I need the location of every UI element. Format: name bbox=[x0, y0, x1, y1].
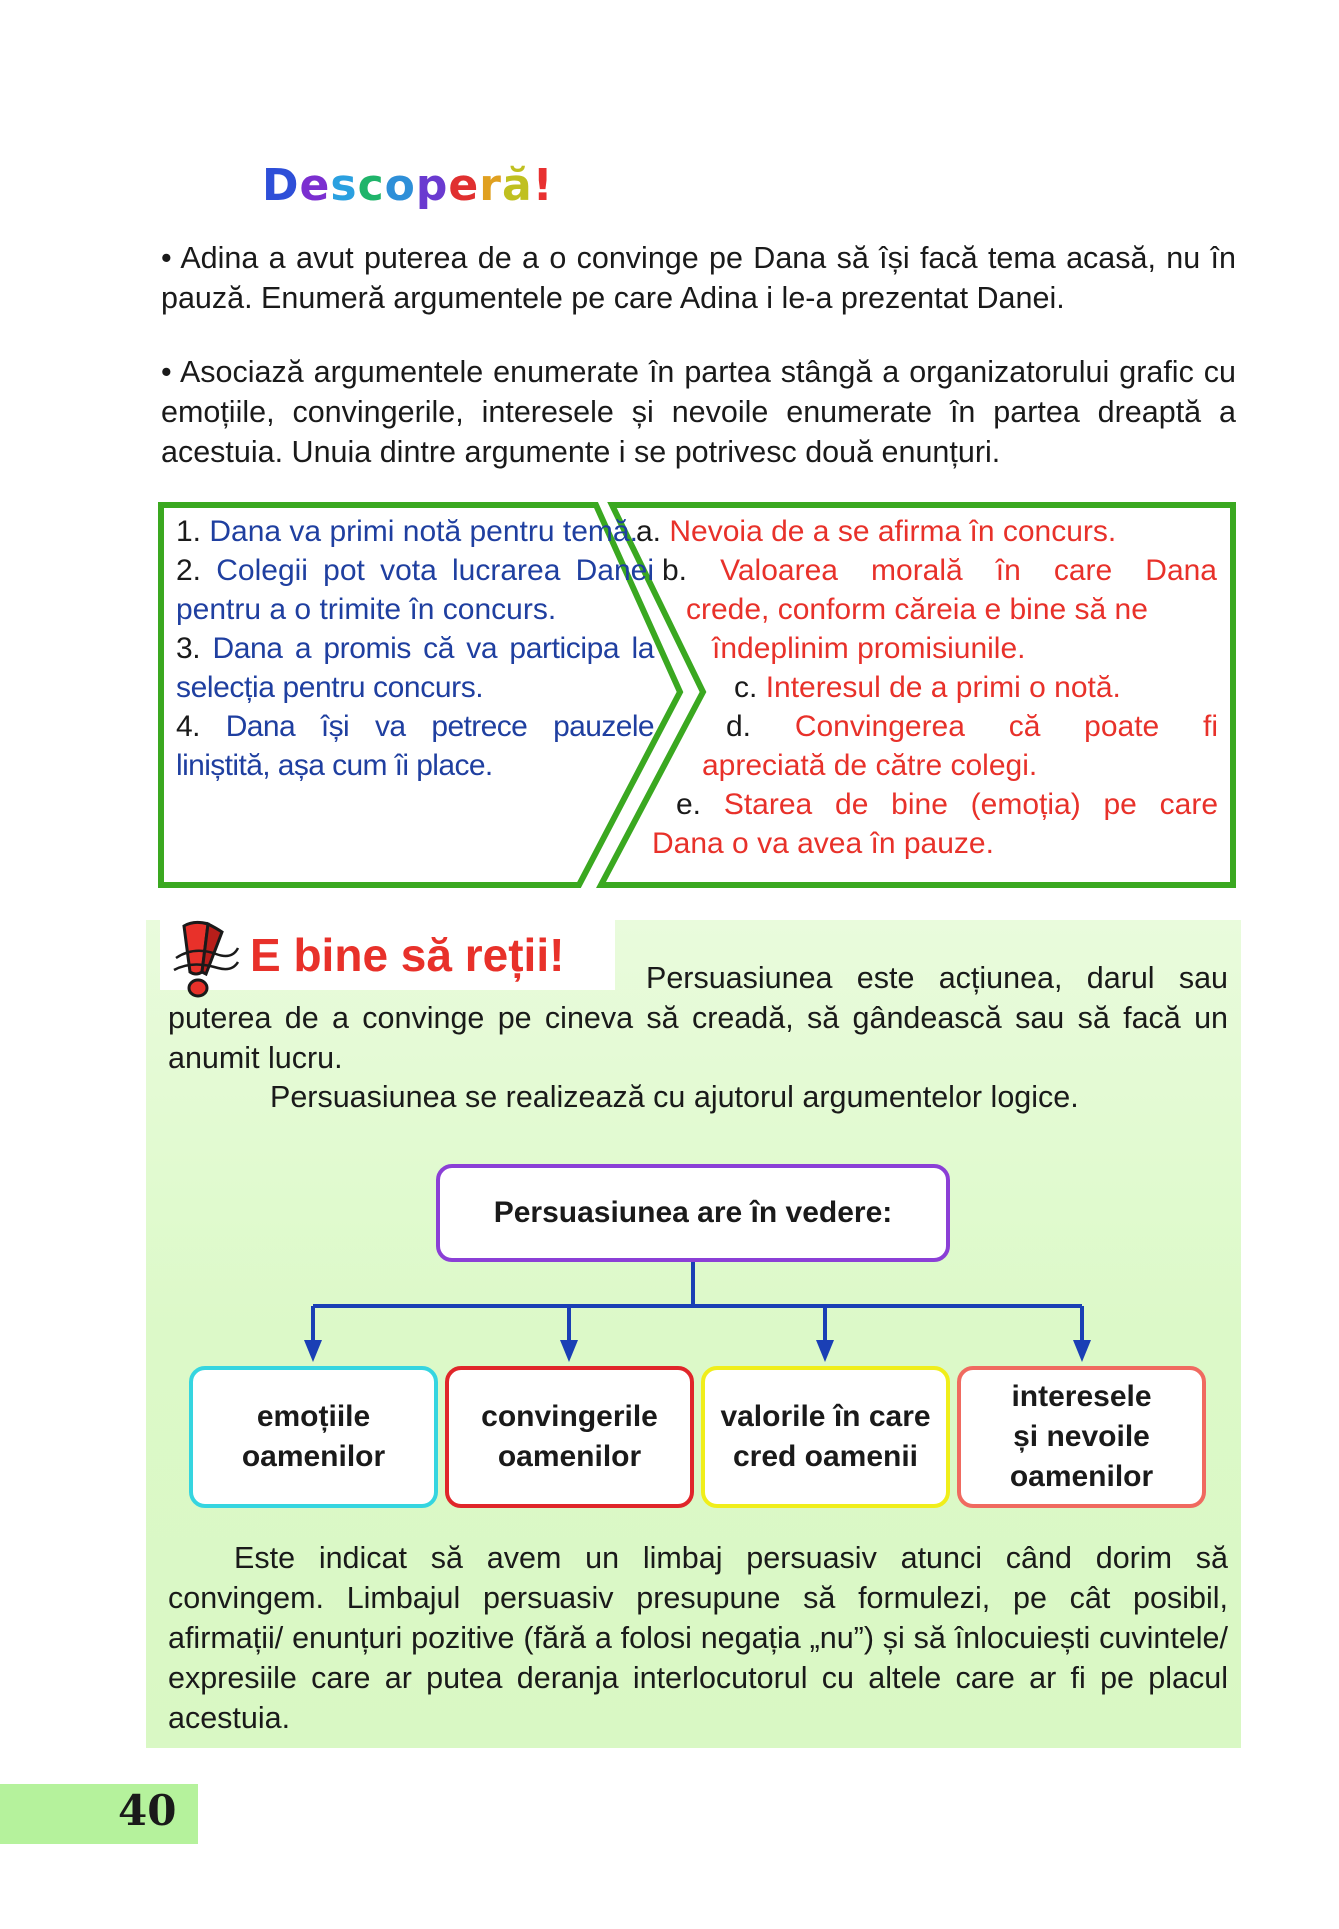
definition-first-line: Persuasiunea este acțiunea, darul sau bbox=[646, 961, 1228, 995]
heading-letter: ! bbox=[532, 160, 554, 211]
diagram-box-values bbox=[701, 1366, 950, 1508]
association-b-line3: îndeplinim promisiunile. bbox=[712, 632, 1026, 665]
box-beliefs-line1: convingerile bbox=[481, 1400, 658, 1433]
argument-item-3: 3. Dana a promis că va participa la selecția pentru concurs. bbox=[176, 632, 654, 704]
box-beliefs-line2: oamenilor bbox=[497, 1440, 642, 1473]
heading-letter: c bbox=[357, 160, 385, 211]
arrow-head bbox=[560, 1340, 578, 1362]
box-values-line1: valorile în care bbox=[720, 1400, 931, 1433]
argument-item-2: 2. Colegii pot vota lucrarea Danei pentru a o trimite în concurs. bbox=[176, 554, 654, 626]
diagram-box-interests bbox=[957, 1366, 1206, 1508]
association-d-line2: apreciată de către colegi. bbox=[702, 749, 1038, 782]
definition-rest: puterea de a convinge pe cineva să creadă, să gândească sau să facă un anumit lucru. bbox=[168, 1001, 1228, 1075]
argument-item-4: 4. Dana își va petrece pauzele liniștită, așa cum îi place. bbox=[176, 710, 654, 782]
diagram-root-label: Persuasiunea are în vedere: bbox=[493, 1196, 893, 1229]
heading-letter: ă bbox=[501, 160, 533, 211]
box-emotions-line1: emoțiile bbox=[256, 1400, 371, 1433]
box-values-line2: cred oamenii bbox=[732, 1440, 919, 1473]
association-c: c. Interesul de a primi o notă. bbox=[734, 671, 1121, 704]
diagram-box-emotions bbox=[189, 1366, 438, 1508]
diagram-box-beliefs bbox=[445, 1366, 694, 1508]
heading-letter: D bbox=[262, 160, 300, 211]
heading-letter: s bbox=[330, 160, 358, 211]
association-b: b. Valoarea morală în care Dana bbox=[662, 554, 1217, 587]
arrow-head bbox=[816, 1340, 834, 1362]
association-b-line2: crede, conform căreia e bine să ne bbox=[686, 593, 1148, 626]
heading-letter: p bbox=[415, 160, 449, 211]
intro-paragraph-2: • Asociază argumentele enumerate în partea stângă a organizatorului grafic cu emoțiile, convingerile, interesele și nevoile enumerate în partea dreaptă a acestuia. Unuia dintre argumente i se potrivesc două enunțuri. bbox=[161, 355, 1236, 469]
box-interests-line3: oamenilor bbox=[1009, 1460, 1154, 1493]
box-interests-line1: interesele bbox=[1011, 1380, 1152, 1413]
box-emotions-line2: oamenilor bbox=[241, 1440, 386, 1473]
persuasive-language-paragraph: Este indicat să avem un limbaj persuasiv atunci când dorim să convingem. Limbajul persuasiv presupune să formulezi, pe cât posibil, afirmații/ enunțuri pozitive (fără a folosi negația „nu”) și să înlocuiești cuvintele/ expresiile care ar putea deranja interlocutorul cu altele care ar fi pe placul acestuia. bbox=[168, 1541, 1228, 1735]
heading-letter: r bbox=[479, 160, 502, 211]
arrow-head bbox=[1073, 1340, 1091, 1362]
page-number: 40 bbox=[118, 1786, 177, 1835]
diagram-root-box bbox=[436, 1164, 950, 1262]
heading-letter: o bbox=[384, 160, 416, 211]
intro-paragraph-1: • Adina a avut puterea de a o convinge pe Dana să își facă tema acasă, nu în pauză. Enumeră argumentele pe care Adina i le-a prezentat Danei. bbox=[161, 241, 1236, 315]
arrow-head bbox=[304, 1340, 322, 1362]
argument-item-1: 1. Dana va primi notă pentru temă. bbox=[176, 515, 638, 548]
association-a: a. Nevoia de a se afirma în concurs. bbox=[636, 515, 1117, 548]
heading-letter: e bbox=[448, 160, 480, 211]
heading-letter: e bbox=[299, 160, 331, 211]
remember-title: E bine să reții! bbox=[250, 929, 565, 981]
box-interests-line2: și nevoile bbox=[1013, 1420, 1150, 1453]
association-e: e. Starea de bine (emoția) pe care bbox=[676, 788, 1218, 821]
logical-arguments-sentence: Persuasiunea se realizează cu ajutorul argumentelor logice. bbox=[270, 1080, 1079, 1114]
association-d: d. Convingerea că poate fi bbox=[726, 710, 1218, 743]
association-e-line2: Dana o va avea în pauze. bbox=[652, 827, 994, 860]
